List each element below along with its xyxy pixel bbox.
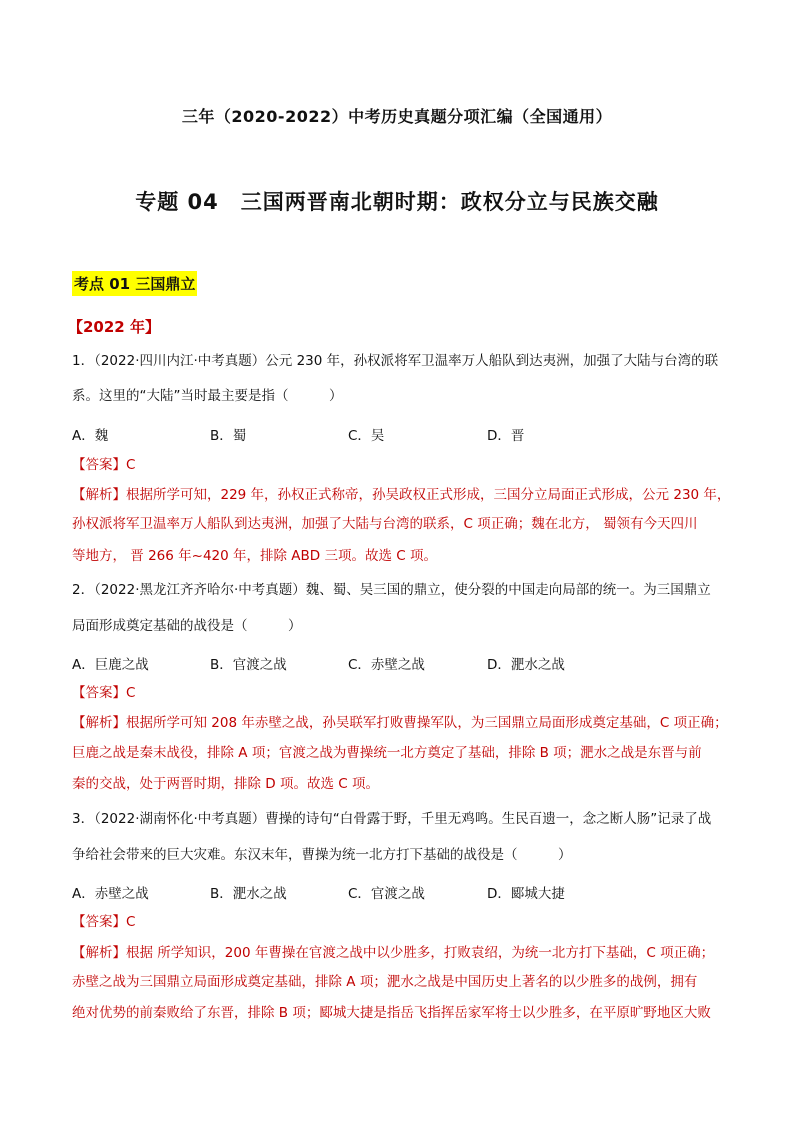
question-3-option-b: B．淝水之战 xyxy=(210,886,287,902)
analysis-label: 【解析】 xyxy=(72,715,126,731)
analysis-label: 【解析】 xyxy=(72,487,126,503)
question-2-analysis-line-1 xyxy=(72,714,732,732)
answer-label: 【答案】 xyxy=(72,457,126,473)
question-1-answer xyxy=(72,456,732,474)
answer-value: C xyxy=(126,914,136,930)
question-2-stem-line-2: 局面形成奠定基础的战役是（ ） xyxy=(72,618,302,634)
answer-value: C xyxy=(126,685,136,701)
analysis-text: 根据所学可知，229 年，孙权正式称帝，孙吴政权正式形成，三国分立局面正式形成，公元 230 年， xyxy=(126,487,731,503)
question-1-option-b: B．蜀 xyxy=(210,428,247,444)
question-2-answer xyxy=(72,684,732,702)
question-3-answer xyxy=(72,913,732,931)
question-3-analysis-line-2: 赤壁之战为三国鼎立局面形成奠定基础，排除 A 项；淝水之战是中国历史上著名的以少胜多的战例，拥有 xyxy=(72,974,698,990)
year-heading: 【2022 年】 xyxy=(68,318,160,336)
answer-label: 【答案】 xyxy=(72,914,126,930)
question-2-stem-line-1: 2．（2022·黑龙江齐齐哈尔·中考真题）魏、蜀、吴三国的鼎立，使分裂的中国走向局部的统一。为三国鼎立 xyxy=(72,582,711,598)
question-1-option-a: A．魏 xyxy=(72,428,109,444)
question-1-stem-line-1: 1．（2022·四川内江·中考真题）公元 230 年，孙权派将军卫温率万人船队到达夷洲，加强了大陆与台湾的联 xyxy=(72,353,719,369)
question-2-option-a: A．巨鹿之战 xyxy=(72,657,149,673)
kaodian-heading: 考点 01 三国鼎立 xyxy=(72,271,197,296)
collection-title: 三年（2020-2022）中考历史真题分项汇编（全国通用） xyxy=(181,107,613,126)
analysis-text: 根据所学可知 208 年赤壁之战，孙吴联军打败曹操军队，为三国鼎立局面形成奠定基础，C 项正确； xyxy=(126,715,728,731)
question-3-stem-line-1: 3．（2022·湖南怀化·中考真题）曹操的诗句“白骨露于野，千里无鸡鸣。生民百遗一，念之断人肠”记录了战 xyxy=(72,811,712,827)
question-3-option-a: A．赤壁之战 xyxy=(72,886,149,902)
answer-label: 【答案】 xyxy=(72,685,126,701)
question-1-analysis-line-1 xyxy=(72,486,732,504)
question-1-stem-line-2: 系。这里的“大陆”当时最主要是指（ ） xyxy=(72,388,343,404)
topic-title: 专题 04 三国两晋南北朝时期：政权分立与民族交融 xyxy=(135,190,659,214)
question-2-option-d: D．淝水之战 xyxy=(487,657,565,673)
question-1-option-d: D．晋 xyxy=(487,428,525,444)
question-2-analysis-line-3: 秦的交战，处于两晋时期，排除 D 项。故选 C 项。 xyxy=(72,776,379,792)
question-3-analysis-line-3: 绝对优势的前秦败给了东晋，排除 B 项；郾城大捷是指岳飞指挥岳家军将士以少胜多，在平原旷野地区大败 xyxy=(72,1005,711,1021)
analysis-label: 【解析】 xyxy=(72,945,126,961)
question-2-option-c: C．赤壁之战 xyxy=(348,657,425,673)
answer-value: C xyxy=(126,457,136,473)
analysis-text: 根据 所学知识，200 年曹操在官渡之战中以少胜多，打败袁绍，为统一北方打下基础，C 项正确； xyxy=(126,945,715,961)
question-1-analysis-line-2: 孙权派将军卫温率万人船队到达夷洲，加强了大陆与台湾的联系，C 项正确；魏在北方， 蜀领有今天四川 xyxy=(72,516,698,532)
question-3-option-d: D．郾城大捷 xyxy=(487,886,565,902)
question-1-analysis-line-3: 等地方， 晋 266 年~420 年，排除 ABD 三项。故选 C 项。 xyxy=(72,548,437,564)
question-3-analysis-line-1 xyxy=(72,944,732,962)
question-1-option-c: C．吴 xyxy=(348,428,385,444)
question-2-option-b: B．官渡之战 xyxy=(210,657,287,673)
question-2-analysis-line-2: 巨鹿之战是秦末战役，排除 A 项；官渡之战为曹操统一北方奠定了基础，排除 B 项；淝水之战是东晋与前 xyxy=(72,745,702,761)
question-3-stem-line-2: 争给社会带来的巨大灾难。东汉末年，曹操为统一北方打下基础的战役是（ ） xyxy=(72,847,572,863)
question-3-option-c: C．官渡之战 xyxy=(348,886,425,902)
